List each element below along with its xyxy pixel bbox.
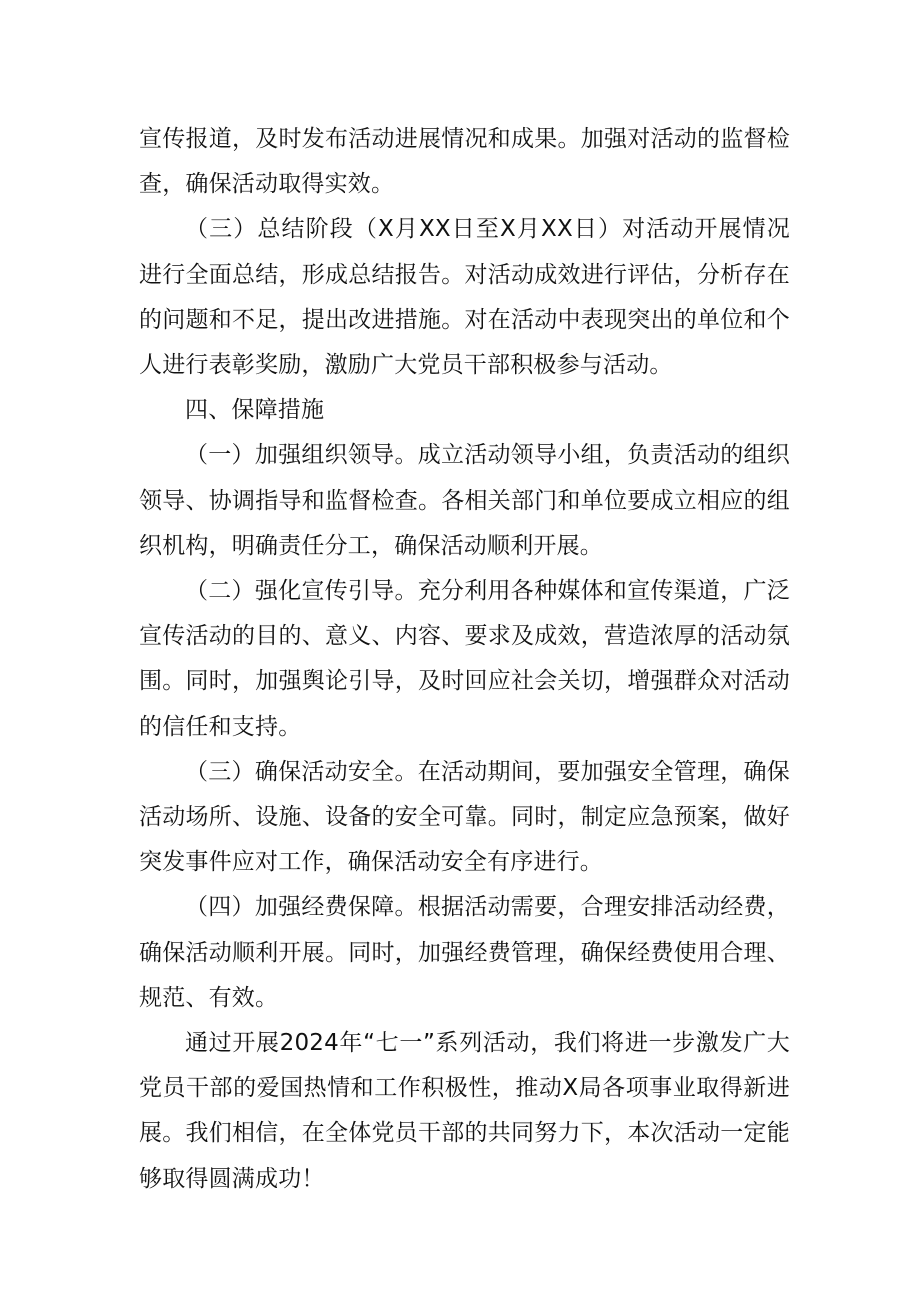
paragraph-activity-safety: （三）确保活动安全。在活动期间，要加强安全管理，确保活动场所、设施、设备的安全可靠。同时，制定应急预案，做好突发事件应对工作，确保活动安全有序进行。 xyxy=(139,758,790,876)
paragraph-publicity-guidance: （二）强化宣传引导。充分利用各种媒体和宣传渠道，广泛宣传活动的目的、意义、内容、要求及成效，营造浓厚的活动氛围。同时，加强舆论引导，及时回应社会关切，增强群众对活动的信任和支持。 xyxy=(139,578,790,740)
paragraph-organization-leadership: （一）加强组织领导。成立活动领导小组，负责活动的组织领导、协调指导和监督检查。各相关部门和单位要成立相应的组织机构，明确责任分工，确保活动顺利开展。 xyxy=(139,442,790,559)
section-heading-guarantee-measures: 四、保障措施 xyxy=(185,397,325,424)
paragraph-funding-guarantee: （四）加强经费保障。根据活动需要，合理安排活动经费，确保活动顺利开展。同时，加强经费管理，确保经费使用合理、规范、有效。 xyxy=(139,894,790,1011)
paragraph-conclusion: 通过开展2024年“七一”系列活动，我们将进一步激发广大党员干部的爱国热情和工作积极性，推动X局各项事业取得新进展。我们相信，在全体党员干部的共同努力下，本次活动一定能够取得圆满成功！ xyxy=(139,1030,790,1192)
document-body xyxy=(139,117,790,1202)
paragraph-summary-stage: （三）总结阶段（X月XX日至X月XX日）对活动开展情况进行全面总结，形成总结报告。对活动成效进行评估，分析存在的问题和不足，提出改进措施。对在活动中表现突出的单位和个人进行表彰奖励，激励广大党员干部积极参与活动。 xyxy=(139,216,790,379)
paragraph-promotion-continued: 宣传报道，及时发布活动进展情况和成果。加强对活动的监督检查，确保活动取得实效。 xyxy=(139,126,790,198)
